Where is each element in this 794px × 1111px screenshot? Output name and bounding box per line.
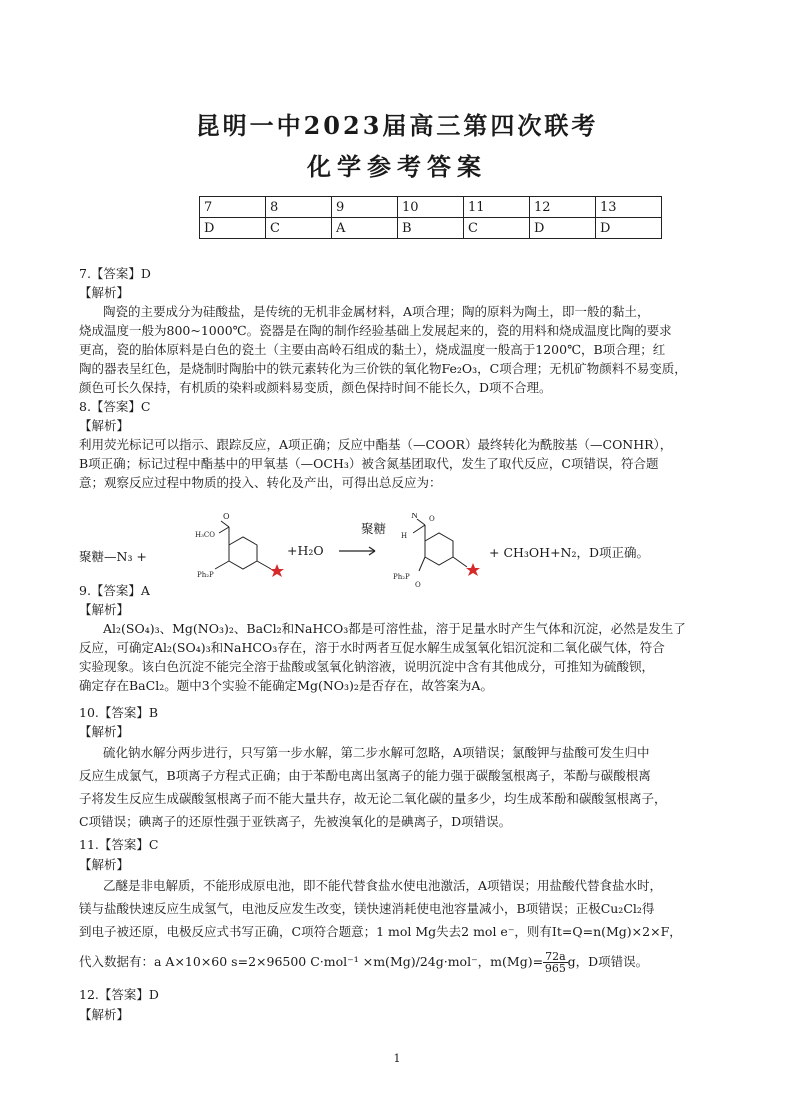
table-cell-number: 12 [530, 197, 596, 218]
q10-text-line: 反应生成氯气，B项离子方程式正确；由于苯酚电离出氢离子的能力强于碳酸氢根离子，苯酚与碳酸根离 [79, 768, 651, 783]
q7-text-line: 陶瓷的主要成分为硅酸盐，是传统的无机非金属材料，A项合理；陶的原料为陶土，即一般的黏土， [103, 304, 650, 319]
q9-text-line: Al₂(SO₄)₃、Mg(NO₃)₂、BaCl₂和NaHCO₃都是可溶性盐，溶于足量水时产生气体和沉淀，必然是发生了 [103, 621, 686, 636]
q9-answer-heading: 9.【答案】A [79, 583, 150, 598]
q10-answer-heading: 10.【答案】B [79, 705, 159, 720]
q10-text-line: 硫化钠水解分两步进行，只写第一步水解，第二步水解可忽略，A项错误；氯酸钾与盐酸可发生归中 [103, 745, 650, 760]
fraction-denominator: 965 [544, 962, 566, 975]
struct-label: O [429, 515, 435, 523]
q8-text-line: B项正确；标记过程中酯基中的甲氧基（—OCH₃）被含氮基团取代，发生了取代反应，C项错误，符合题 [79, 456, 659, 471]
fluorescent-star-icon [270, 564, 284, 577]
struct-label: O [223, 513, 230, 521]
page-subtitle: 化学参考答案 [307, 152, 487, 181]
q11-calc-tail: g，D项错误。 [567, 954, 649, 969]
q9-text-line: 实验现象。该白色沉淀不能完全溶于盐酸或氢氧化钠溶液，说明沉淀中含有其他成分，可推知为硫酸钡， [79, 659, 655, 674]
fraction-numerator: 72a [545, 950, 566, 963]
q10-text-line: 子将发生反应生成碳酸氢根离子而不能大量共存，故无论二氧化碳的量多少，均生成苯酚和碳酸氢根离子， [79, 791, 667, 806]
q8-text-line: 意；观察反应过程中物质的投入、转化及产出，可得出总反应为： [79, 475, 442, 490]
struct-label: Ph₂P [197, 571, 214, 579]
q11-answer-heading: 11.【答案】C [79, 837, 159, 852]
table-cell-number: 10 [398, 197, 464, 218]
q8-answer-heading: 8.【答案】C [79, 399, 151, 414]
answer-table-number-row [200, 197, 662, 218]
answer-table [199, 196, 662, 239]
q7-answer-heading: 7.【答案】D [79, 266, 151, 281]
table-cell-number: 11 [464, 197, 530, 218]
q11-text-line: 乙醚是非电解质，不能形成原电池，即不能代替食盐水使电池激活，A项错误；用盐酸代替食盐水时， [103, 878, 663, 893]
fluorescent-star-icon [466, 563, 480, 576]
q9-text-line: 确定存在BaCl₂。题中3个实验不能确定Mg(NO₃)₂是否存在，故答案为A。 [79, 678, 493, 693]
q10-text-line: C项错误；碘离子的还原性强于亚铁离子，先被溴氧化的是碘离子，D项错误。 [79, 814, 512, 829]
q11-calc-line [79, 947, 719, 977]
struct-label: H₃CO [195, 531, 216, 539]
equation-water: +H₂O [287, 543, 324, 558]
table-cell-answer: D [596, 218, 662, 239]
page-title: 昆明一中2023届高三第四次联考 [195, 111, 599, 140]
table-cell-answer: C [464, 218, 530, 239]
struct-label: Ph₂P [393, 573, 410, 581]
table-cell-number: 13 [596, 197, 662, 218]
page-number: 1 [393, 1052, 401, 1065]
q7-text-line: 更高，瓷的胎体原料是白色的瓷土（主要由高岭石组成的黏土），烧成温度一般高于1200℃，B项合理；红 [79, 342, 666, 357]
table-cell-number: 8 [266, 197, 332, 218]
q11-text-line: 到电子被还原，电极反应式书写正确，C项符合题意；1 mol Mg失去2 mol e⁻，则有It=Q=n(Mg)×2×F， [79, 924, 682, 939]
table-cell-answer: A [332, 218, 398, 239]
q10-analysis-heading: 【解析】 [79, 724, 130, 739]
reaction-arrow-icon [339, 547, 375, 555]
q9-analysis-heading: 【解析】 [79, 602, 130, 617]
table-cell-answer: D [200, 218, 266, 239]
q9-text-line: 反应，可确定Al₂(SO₄)₃和NaHCO₃存在，溶于水时两者互促水解生成氢氧化铝沉淀和二氧化碳气体，符合 [79, 640, 665, 655]
q11-calc-text: 代入数据有：a A×10×60 s=2×96500 C·mol⁻¹ ×m(Mg)/24g·mol⁻，m(Mg)= [79, 954, 544, 969]
q7-text-line: 陶的器表呈红色，是烧制时陶胎中的铁元素转化为三价铁的氧化物Fe₂O₃，C项合理；无机矿物颜料不易变质， [79, 361, 687, 376]
table-cell-number: 7 [200, 197, 266, 218]
equation-products: + CH₃OH+N₂，D项正确。 [489, 545, 650, 560]
product-structure [413, 519, 467, 571]
q7-analysis-heading: 【解析】 [79, 285, 130, 300]
answer-table-answer-row [200, 218, 662, 239]
q11-analysis-heading: 【解析】 [79, 857, 130, 872]
equation-reactant-label: 聚糖—N₃ + [79, 549, 147, 564]
q7-text-line: 烧成温度一般为800~1000℃。瓷器是在陶的制作经验基础上发展起来的，瓷的用料和烧成温度比陶的要求 [79, 323, 672, 338]
table-cell-number: 9 [332, 197, 398, 218]
q12-analysis-heading: 【解析】 [79, 1007, 130, 1022]
equation-sugar-label: 聚糖 [361, 521, 387, 536]
q8-text-line: 利用荧光标记可以指示、跟踪反应，A项正确；反应中酯基（—COOR）最终转化为酰胺基（—CONHR）， [79, 437, 673, 452]
struct-label: O [415, 581, 421, 589]
table-cell-answer: C [266, 218, 332, 239]
q8-analysis-heading: 【解析】 [79, 418, 130, 433]
q12-answer-heading: 12.【答案】D [79, 987, 159, 1002]
table-cell-answer: D [530, 218, 596, 239]
q11-text-line: 镁与盐酸快速反应生成氢气，电池反应发生改变，镁快速消耗使电池容量减小，B项错误；正极Cu₂Cl₂得 [79, 901, 655, 916]
struct-label: N [411, 513, 418, 520]
table-cell-answer: B [398, 218, 464, 239]
struct-label: H [401, 532, 408, 540]
q7-text-line: 颜色可长久保持，有机质的染料或颜料易变质，颜色保持时间不能长久，D项不合理。 [79, 380, 552, 395]
reactant-structure [215, 521, 271, 569]
mass-fraction [543, 951, 568, 974]
